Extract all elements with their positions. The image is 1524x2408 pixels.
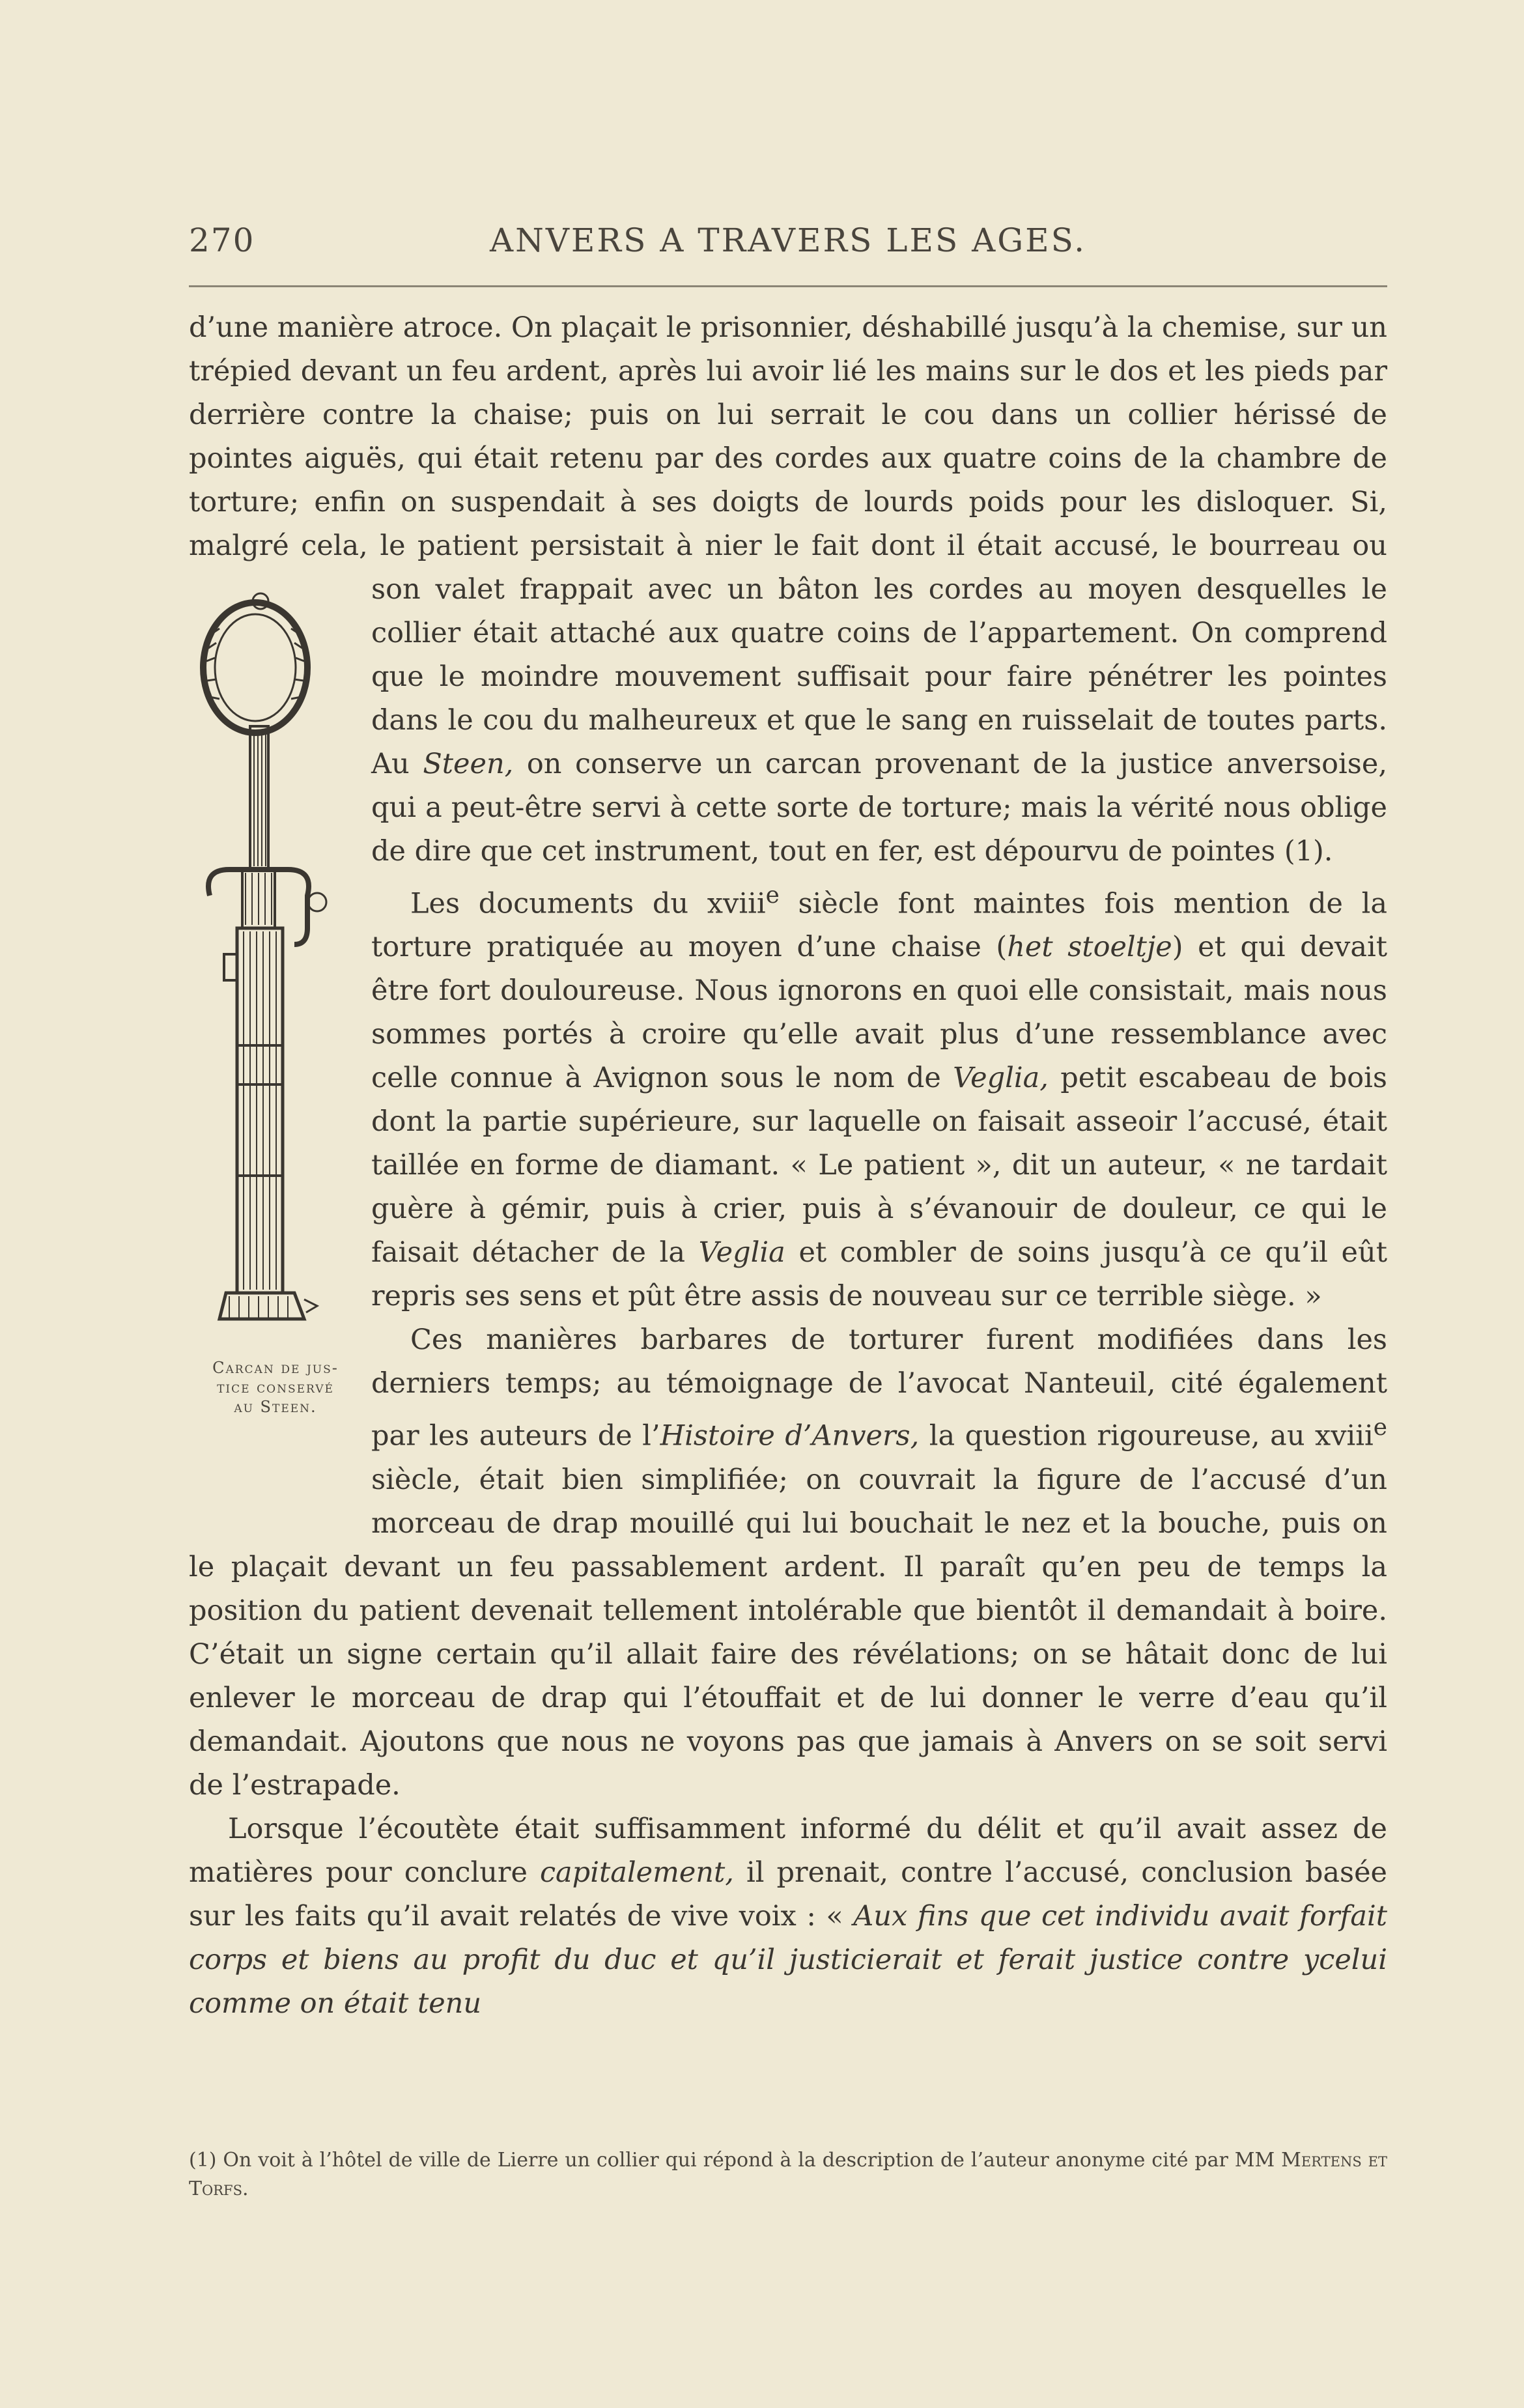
footnote: (1) On voit à l’hôtel de ville de Lierre un collier qui répond à la description de l’auteur anonyme cité par MM Mertens et Torfs. (189, 2149, 1387, 2200)
caption-line-3: au Steen. (234, 1398, 317, 1416)
page-header (189, 221, 1387, 267)
paragraph-3: Ces manières barbares de torturer furent modifiées dans les derniers temps; au témoignage de l’avocat Nanteuil, cité également par les auteurs de l’Histoire d’Anvers, la question rigoureuse, au xviii$^e$ siècle, était bien simplifiée; on couvrait la figure de l’accusé d’un morceau de drap mouillé qui lui bouchait le nez et la bouche, puis on le plaçait devant un feu passablement ardent. Il paraît qu’en peu de temps la position du patient devenait tellement intolérable que bientôt il demandait à boire. C’était un signe certain qu’il allait faire des révélations; on se hâtait donc de lui enlever le morceau de drap qui l’étouffait et de lui donner le verre d’eau qu’il demandait. Ajoutons que nous ne voyons pas que jamais à Anvers on se soit servi de l’estrapade. (189, 1324, 1387, 1802)
caption-line-2: tice conservé (217, 1378, 334, 1396)
caption-line-1: Carcan de jus- (212, 1359, 339, 1377)
paragraph-4: Lorsque l’écoutète était suffisamment informé du délit et qu’il avait assez de matières pour conclure capitalement, il prenait, contre l’accusé, conclusion basée sur les faits qu’il avait relatés de vive voix : « Aux fins que cet individu avait forfait corps et biens au profit du duc et qu’il justicierait et ferait justice contre ycelui comme on était tenu (189, 1812, 1388, 2020)
paragraph-2: Les documents du xviii$^e$ siècle font maintes fois mention de la torture pratiquée au moyen d’une chaise (het stoeltje) et qui devait être fort douloureuse. Nous ignorons en quoi elle consistait, mais nous sommes portés à croire qu’elle avait plus d’une ressemblance avec celle connue à Avignon sous le nom de Veglia, petit escabeau de bois dont la partie supérieure, sur laquelle on faisait asseoir l’accusé, était taillée en forme de diamant. « Le patient », dit un auteur, « ne tardait guère à gémir, puis à crier, puis à s’évanouir de douleur, ce qui le faisait détacher de la Veglia et combler de soins jusqu’à ce qu’il eût repris ses sens et pût être assis de nouveau sur ce terrible siège. » (371, 882, 1388, 1313)
paragraph-1: d’une manière atroce. On plaçait le prisonnier, déshabillé jusqu’à la chemise, sur un trépied devant un feu ardent, après lui avoir lié les mains sur le dos et les pieds par derrière contre la chaise; puis on lui serrait le cou dans un collier hérissé de pointes aiguës, qui était retenu par des cordes aux quatre coins de la chambre de torture; enfin on suspendait à ses doigts de lourds poids pour les disloquer. Si, malgré cela, le patient persistait à nier le fait dont il était accusé, le bourreau ou son valet frappait avec un bâton les cordes au moyen desquelles le collier était attaché aux quatre coins de l’appartement. On comprend que le moindre mouvement suffisait pour faire pénétrer les pointes dans le cou du malheureux et que le sang en ruisselait de toutes parts. Au Steen, on conserve un carcan provenant de la justice anversoise, qui a peut-être servi à cette sorte de torture; mais la vérité nous oblige de dire que cet instrument, tout en fer, est dépourvu de pointes (1). (189, 311, 1387, 868)
main-text (189, 306, 1387, 2026)
running-title: ANVERS A TRAVERS LES AGES. (489, 221, 1087, 259)
header-rule (189, 285, 1387, 287)
figure-space (189, 568, 371, 1512)
page-number: 270 (189, 221, 255, 259)
